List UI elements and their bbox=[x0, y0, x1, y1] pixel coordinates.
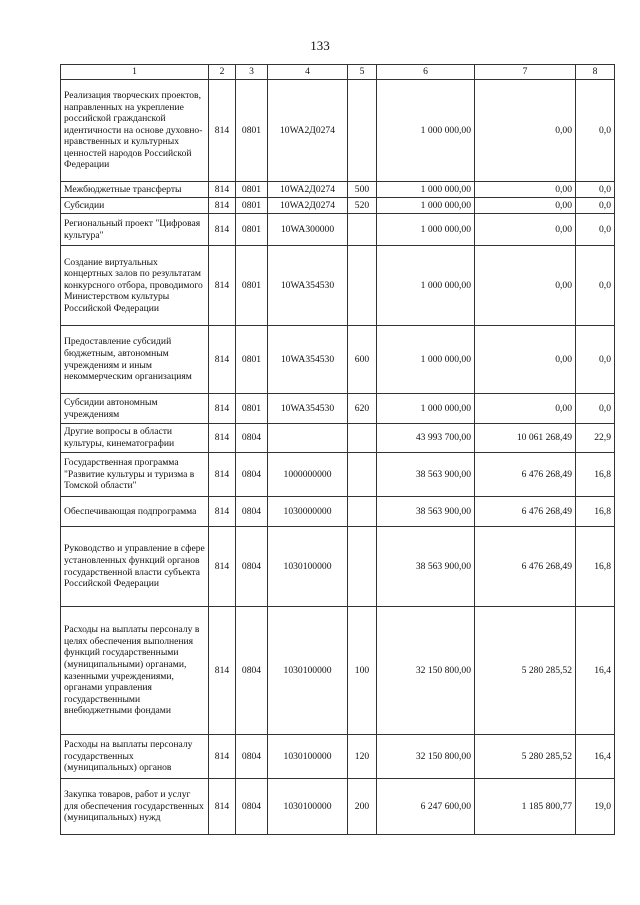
planned-amount: 43 993 700,00 bbox=[377, 424, 475, 453]
table-row bbox=[61, 735, 615, 779]
expense-name: Региональный проект "Цифровая культура" bbox=[61, 214, 209, 246]
section-code: 0804 bbox=[236, 424, 268, 453]
admin-code: 814 bbox=[209, 394, 236, 424]
section-code: 0804 bbox=[236, 607, 268, 735]
actual-amount: 1 185 800,77 bbox=[475, 779, 576, 835]
table-row bbox=[61, 326, 615, 394]
target-article-code bbox=[268, 424, 348, 453]
header-cell: 7 bbox=[475, 65, 576, 80]
planned-amount: 32 150 800,00 bbox=[377, 735, 475, 779]
header-cell: 4 bbox=[268, 65, 348, 80]
execution-percent: 19,0 bbox=[576, 779, 615, 835]
actual-amount: 10 061 268,49 bbox=[475, 424, 576, 453]
actual-amount: 0,00 bbox=[475, 80, 576, 182]
actual-amount: 0,00 bbox=[475, 214, 576, 246]
expense-type-code bbox=[348, 453, 377, 497]
section-code: 0801 bbox=[236, 198, 268, 214]
table-row bbox=[61, 527, 615, 607]
execution-percent: 16,8 bbox=[576, 527, 615, 607]
execution-percent: 0,0 bbox=[576, 198, 615, 214]
section-code: 0801 bbox=[236, 246, 268, 326]
actual-amount: 0,00 bbox=[475, 394, 576, 424]
expense-name: Другие вопросы в области культуры, кинематографии bbox=[61, 424, 209, 453]
admin-code: 814 bbox=[209, 607, 236, 735]
budget-table bbox=[60, 64, 615, 835]
execution-percent: 0,0 bbox=[576, 80, 615, 182]
target-article-code: 1030100000 bbox=[268, 735, 348, 779]
expense-type-code: 500 bbox=[348, 182, 377, 198]
target-article-code: 10WA354530 bbox=[268, 246, 348, 326]
expense-name: Государственная программа "Развитие культуры и туризма в Томской области" bbox=[61, 453, 209, 497]
section-code: 0804 bbox=[236, 453, 268, 497]
target-article-code: 10WA2Д0274 bbox=[268, 80, 348, 182]
admin-code: 814 bbox=[209, 80, 236, 182]
target-article-code: 1030100000 bbox=[268, 607, 348, 735]
execution-percent: 16,8 bbox=[576, 497, 615, 527]
expense-type-code: 100 bbox=[348, 607, 377, 735]
execution-percent: 0,0 bbox=[576, 182, 615, 198]
section-code: 0801 bbox=[236, 394, 268, 424]
planned-amount: 38 563 900,00 bbox=[377, 497, 475, 527]
table-row bbox=[61, 80, 615, 182]
planned-amount: 6 247 600,00 bbox=[377, 779, 475, 835]
expense-type-code bbox=[348, 527, 377, 607]
admin-code: 814 bbox=[209, 527, 236, 607]
expense-name: Предоставление субсидий бюджетным, автономным учреждениям и иным некоммерческим организациям bbox=[61, 326, 209, 394]
expense-name: Субсидии bbox=[61, 198, 209, 214]
expense-name: Расходы на выплаты персоналу в целях обеспечения выполнения функций государственными (муниципальными) органами, казенными учреждениями, органами управления государственными внебюджетными фондами bbox=[61, 607, 209, 735]
expense-name: Субсидии автономным учреждениям bbox=[61, 394, 209, 424]
expense-type-code bbox=[348, 80, 377, 182]
target-article-code: 10WA2Д0274 bbox=[268, 182, 348, 198]
admin-code: 814 bbox=[209, 326, 236, 394]
actual-amount: 0,00 bbox=[475, 182, 576, 198]
table-body bbox=[61, 80, 615, 835]
actual-amount: 6 476 268,49 bbox=[475, 497, 576, 527]
page-number: 133 bbox=[310, 38, 330, 53]
expense-type-code: 600 bbox=[348, 326, 377, 394]
target-article-code: 1030000000 bbox=[268, 497, 348, 527]
table-row bbox=[61, 246, 615, 326]
execution-percent: 0,0 bbox=[576, 326, 615, 394]
execution-percent: 0,0 bbox=[576, 394, 615, 424]
section-code: 0804 bbox=[236, 779, 268, 835]
admin-code: 814 bbox=[209, 735, 236, 779]
actual-amount: 0,00 bbox=[475, 198, 576, 214]
header-row bbox=[61, 65, 615, 80]
section-code: 0804 bbox=[236, 527, 268, 607]
target-article-code: 10WA354530 bbox=[268, 326, 348, 394]
expense-name: Расходы на выплаты персоналу государственных (муниципальных) органов bbox=[61, 735, 209, 779]
expense-type-code: 200 bbox=[348, 779, 377, 835]
planned-amount: 1 000 000,00 bbox=[377, 198, 475, 214]
expense-name: Закупка товаров, работ и услуг для обеспечения государственных (муниципальных) нужд bbox=[61, 779, 209, 835]
header-cell: 8 bbox=[576, 65, 615, 80]
target-article-code: 10WA300000 bbox=[268, 214, 348, 246]
planned-amount: 38 563 900,00 bbox=[377, 453, 475, 497]
header-cell: 3 bbox=[236, 65, 268, 80]
section-code: 0801 bbox=[236, 326, 268, 394]
expense-name: Руководство и управление в сфере установленных функций органов государственной власти субъекта Российской Федерации bbox=[61, 527, 209, 607]
table-row bbox=[61, 424, 615, 453]
admin-code: 814 bbox=[209, 198, 236, 214]
actual-amount: 6 476 268,49 bbox=[475, 453, 576, 497]
planned-amount: 1 000 000,00 bbox=[377, 80, 475, 182]
actual-amount: 5 280 285,52 bbox=[475, 735, 576, 779]
planned-amount: 1 000 000,00 bbox=[377, 246, 475, 326]
header-cell: 2 bbox=[209, 65, 236, 80]
target-article-code: 10WA354530 bbox=[268, 394, 348, 424]
expense-type-code bbox=[348, 246, 377, 326]
section-code: 0801 bbox=[236, 182, 268, 198]
expense-name: Обеспечивающая подпрограмма bbox=[61, 497, 209, 527]
expense-type-code: 620 bbox=[348, 394, 377, 424]
execution-percent: 16,8 bbox=[576, 453, 615, 497]
expense-type-code: 120 bbox=[348, 735, 377, 779]
execution-percent: 0,0 bbox=[576, 246, 615, 326]
table-row bbox=[61, 453, 615, 497]
admin-code: 814 bbox=[209, 214, 236, 246]
table-row bbox=[61, 607, 615, 735]
table-row bbox=[61, 198, 615, 214]
admin-code: 814 bbox=[209, 497, 236, 527]
execution-percent: 22,9 bbox=[576, 424, 615, 453]
target-article-code: 1030100000 bbox=[268, 779, 348, 835]
actual-amount: 0,00 bbox=[475, 246, 576, 326]
actual-amount: 0,00 bbox=[475, 326, 576, 394]
header-cell: 5 bbox=[348, 65, 377, 80]
section-code: 0801 bbox=[236, 80, 268, 182]
table-row bbox=[61, 182, 615, 198]
planned-amount: 1 000 000,00 bbox=[377, 394, 475, 424]
actual-amount: 5 280 285,52 bbox=[475, 607, 576, 735]
expense-name: Реализация творческих проектов, направленных на укрепление российской гражданской идентичности на основе духовно-нравственных и культурных ценностей народов Российской Федерации bbox=[61, 80, 209, 182]
header-cell: 6 bbox=[377, 65, 475, 80]
table-row bbox=[61, 214, 615, 246]
execution-percent: 16,4 bbox=[576, 735, 615, 779]
section-code: 0804 bbox=[236, 497, 268, 527]
admin-code: 814 bbox=[209, 453, 236, 497]
target-article-code: 10WA2Д0274 bbox=[268, 198, 348, 214]
admin-code: 814 bbox=[209, 424, 236, 453]
expense-name: Межбюджетные трансферты bbox=[61, 182, 209, 198]
section-code: 0801 bbox=[236, 214, 268, 246]
admin-code: 814 bbox=[209, 779, 236, 835]
table-header bbox=[61, 65, 615, 80]
admin-code: 814 bbox=[209, 182, 236, 198]
execution-percent: 0,0 bbox=[576, 214, 615, 246]
expense-type-code bbox=[348, 497, 377, 527]
planned-amount: 38 563 900,00 bbox=[377, 527, 475, 607]
table-row bbox=[61, 497, 615, 527]
expense-type-code: 520 bbox=[348, 198, 377, 214]
expense-type-code bbox=[348, 424, 377, 453]
admin-code: 814 bbox=[209, 246, 236, 326]
planned-amount: 1 000 000,00 bbox=[377, 182, 475, 198]
expense-type-code bbox=[348, 214, 377, 246]
section-code: 0804 bbox=[236, 735, 268, 779]
planned-amount: 1 000 000,00 bbox=[377, 214, 475, 246]
target-article-code: 1000000000 bbox=[268, 453, 348, 497]
table-row bbox=[61, 394, 615, 424]
execution-percent: 16,4 bbox=[576, 607, 615, 735]
table-row bbox=[61, 779, 615, 835]
planned-amount: 32 150 800,00 bbox=[377, 607, 475, 735]
planned-amount: 1 000 000,00 bbox=[377, 326, 475, 394]
actual-amount: 6 476 268,49 bbox=[475, 527, 576, 607]
target-article-code: 1030100000 bbox=[268, 527, 348, 607]
expense-name: Создание виртуальных концертных залов по результатам конкурсного отбора, проводимого Министерством культуры Российской Федерации bbox=[61, 246, 209, 326]
header-cell: 1 bbox=[61, 65, 209, 80]
